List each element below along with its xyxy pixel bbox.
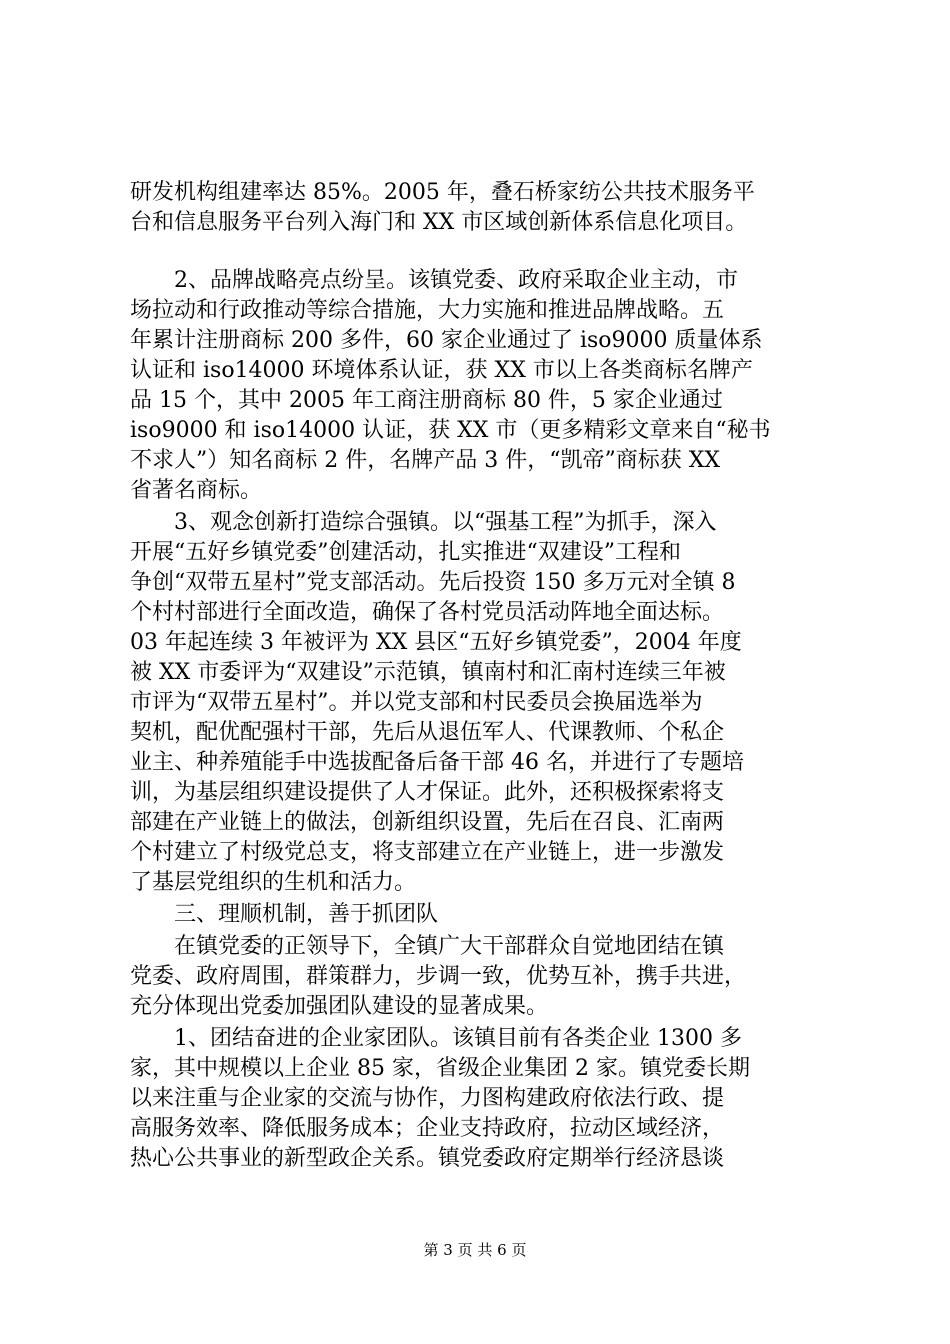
text-line: 高服务效率、降低服务成本；企业支持政府，拉动区域经济， <box>130 1116 725 1141</box>
text-line: 争创“双带五星村”党支部活动。先后投资 150 多万元对全镇 8 <box>130 570 736 595</box>
text-line: 业主、种养殖能手中选拔配备后备干部 46 名，并进行了专题培 <box>130 750 744 775</box>
text-line: iso9000 和 iso14000 认证，获 XX 市（更多精彩文章来自“秘书 <box>130 418 771 443</box>
text-line: 契机，配优配强村干部，先后从退伍军人、代课教师、个私企 <box>130 720 725 745</box>
text-line: 认证和 iso14000 环境体系认证，获 XX 市以上各类商标名牌产 <box>130 358 753 383</box>
text-line: 充分体现出党委加强团队建设的显著成果。 <box>130 994 549 1019</box>
text-line: 年累计注册商标 200 多件，60 家企业通过了 iso9000 质量体系 <box>130 328 763 353</box>
text-line: 场拉动和行政推动等综合措施，大力实施和推进品牌战略。五 <box>130 298 725 323</box>
text-line: 党委、政府周围，群策群力，步调一致，优势互补，携手共进， <box>130 964 747 989</box>
text-line: 台和信息服务平台列入海门和 XX 市区域创新体系信息化项目。 <box>130 210 748 235</box>
text-line: 部建在产业链上的做法，创新组织设置，先后在召良、汇南两 <box>130 810 725 835</box>
text-line: 03 年起连续 3 年被评为 XX 县区“五好乡镇党委”，2004 年度 <box>130 630 742 655</box>
text-line: 省著名商标。 <box>130 478 263 503</box>
section-heading: 三、理顺机制，善于抓团队 <box>174 902 439 927</box>
text-line: 训，为基层组织建设提供了人才保证。此外，还积极探索将支 <box>130 780 725 805</box>
text-line: 不求人”）知名商标 2 件，名牌产品 3 件，“凯帝”商标获 XX <box>130 448 721 473</box>
text-line: 研发机构组建率达 85%。2005 年，叠石桥家纺公共技术服务平 <box>130 180 755 205</box>
text-line: 被 XX 市委评为“双建设”示范镇，镇南村和汇南村连续三年被 <box>130 660 726 685</box>
text-line: 了基层党组织的生机和活力。 <box>130 870 417 895</box>
paragraph-start-line: 3、观念创新打造综合强镇。以“强基工程”为抓手，深入 <box>174 510 717 535</box>
text-line: 品 15 个，其中 2005 年工商注册商标 80 件，5 家企业通过 <box>130 388 723 413</box>
paragraph-start-line: 在镇党委的正领导下，全镇广大干部群众自觉地团结在镇 <box>174 934 725 959</box>
text-line: 开展“五好乡镇党委”创建活动，扎实推进“双建设”工程和 <box>130 540 681 565</box>
text-line: 个村村部进行全面改造，确保了各村党员活动阵地全面达标。 <box>130 600 725 625</box>
text-line: 市评为“双带五星村”。并以党支部和村民委员会换届选举为 <box>130 690 703 715</box>
text-line: 家，其中规模以上企业 85 家，省级企业集团 2 家。镇党委长期 <box>130 1056 750 1081</box>
page-number-footer: 第 3 页 共 6 页 <box>423 1241 527 1259</box>
paragraph-start-line: 2、品牌战略亮点纷呈。该镇党委、政府采取企业主动，市 <box>174 268 738 293</box>
paragraph-start-line: 1、团结奋进的企业家团队。该镇目前有各类企业 1300 多 <box>174 1026 742 1051</box>
text-line: 个村建立了村级党总支，将支部建立在产业链上，进一步激发 <box>130 840 725 865</box>
text-line: 以来注重与企业家的交流与协作，力图构建政府依法行政、提 <box>130 1086 725 1111</box>
text-line: 热心公共事业的新型政企关系。镇党委政府定期举行经济恳谈 <box>130 1146 725 1171</box>
